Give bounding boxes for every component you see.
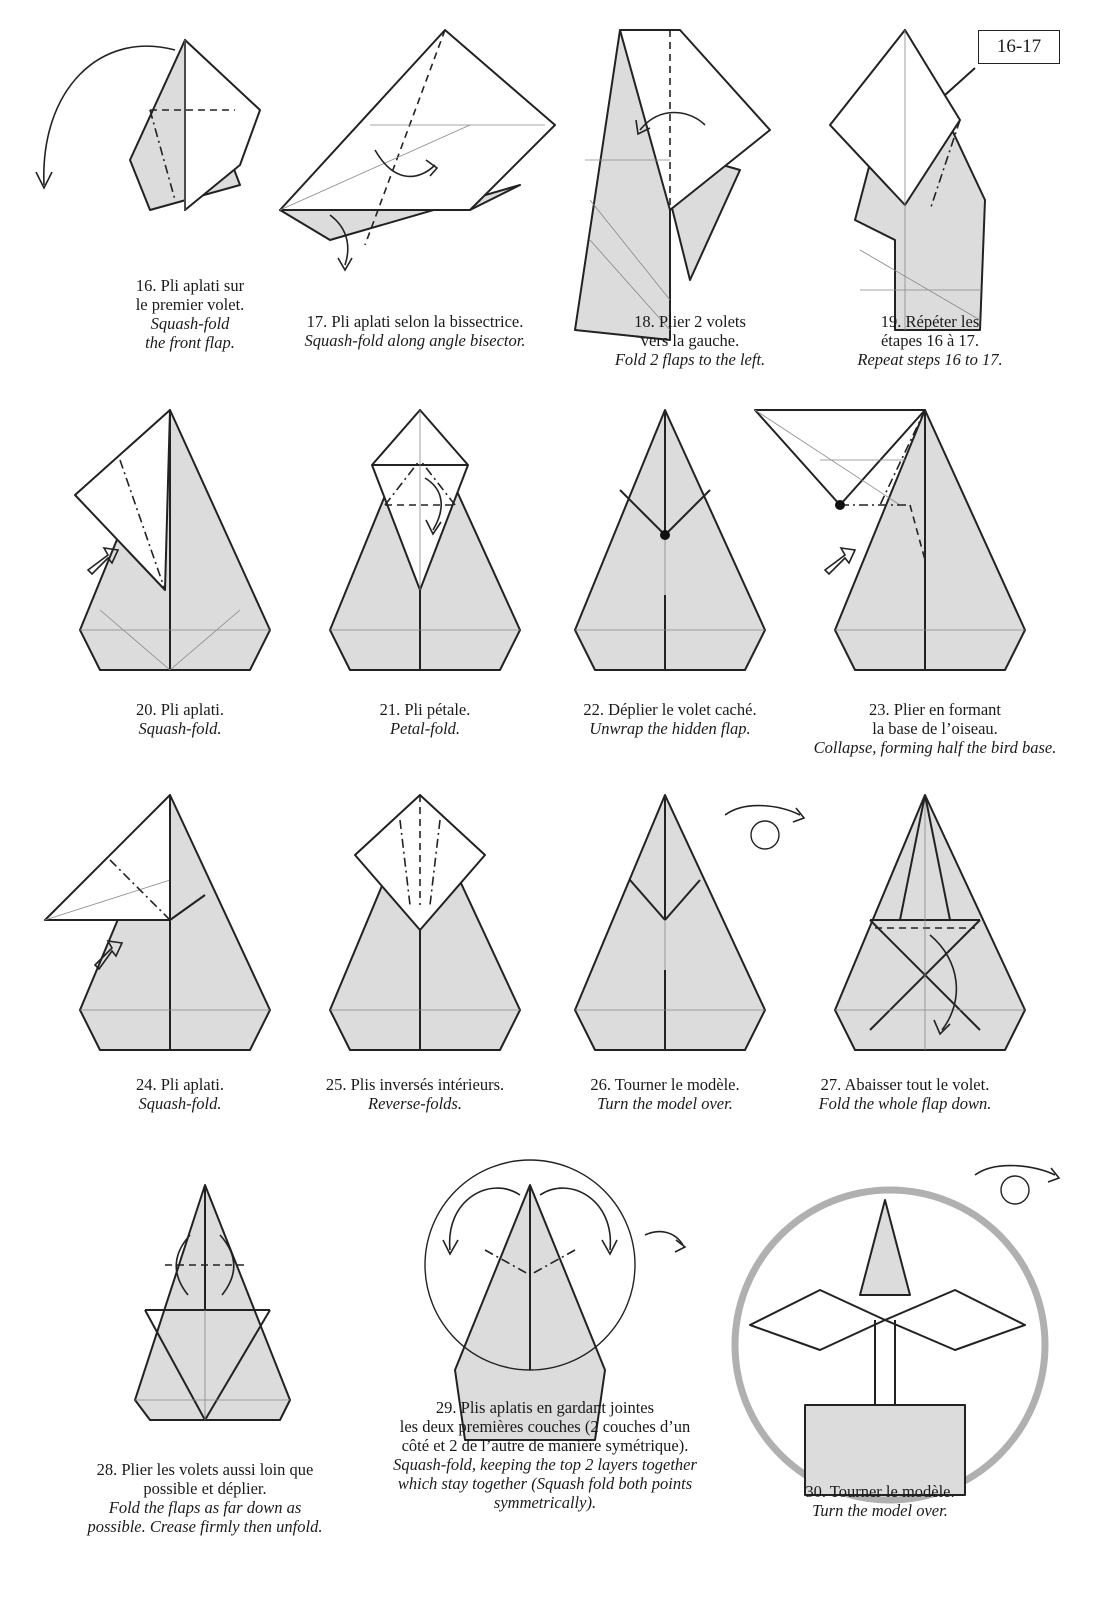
step-25-caption: 25. Plis inversés intérieurs. Reverse-folds. xyxy=(325,1075,505,1113)
step-30-caption: 30. Tourner le modèle. Turn the model over. xyxy=(805,1482,955,1520)
step-24-diagram xyxy=(45,795,270,1050)
step-17-caption: 17. Pli aplati selon la bissectrice. Squash-fold along angle bisector. xyxy=(304,312,526,350)
step-21-diagram xyxy=(330,410,520,670)
step-22-diagram xyxy=(575,410,765,670)
step-25-diagram xyxy=(330,795,520,1050)
step-22-caption: 22. Déplier le volet caché. Unwrap the hidden flap. xyxy=(583,700,757,738)
step-29-caption: 29. Plis aplatis en gardant jointes les deux premières couches (2 couches d’un côté et 2 de l’autre de manière symétrique). Squash-fold, keeping the top 2 layers together which stay together (Squash fold both points symmetrically). xyxy=(393,1398,697,1512)
step-20-caption: 20. Pli aplati. Squash-fold. xyxy=(136,700,224,738)
step-28-caption: 28. Plier les volets aussi loin que possible et déplier. Fold the flaps as far down as possible. Crease firmly then unfold. xyxy=(87,1460,323,1536)
step-26-caption: 26. Tourner le modèle. Turn the model over. xyxy=(590,1075,740,1113)
step-19-caption: 19. Répéter les étapes 16 à 17. Repeat steps 16 to 17. xyxy=(857,312,1003,369)
step-23-caption: 23. Plier en formant la base de l’oiseau. Collapse, forming half the bird base. xyxy=(813,700,1057,757)
page-badge: 16-17 xyxy=(978,30,1060,64)
step-19-diagram xyxy=(830,30,985,330)
step-17-diagram xyxy=(280,30,555,270)
step-27-caption: 27. Abaisser tout le volet. Fold the whole flap down. xyxy=(818,1075,992,1113)
step-16-caption: 16. Pli aplati sur le premier volet. Squash-fold the front flap. xyxy=(135,276,245,352)
step-16-diagram xyxy=(36,40,260,210)
step-21-caption: 21. Pli pétale. Petal-fold. xyxy=(379,700,471,738)
step-30-diagram xyxy=(735,1166,1059,1500)
step-28-diagram xyxy=(135,1185,290,1420)
step-26-diagram xyxy=(575,795,804,1050)
step-20-diagram xyxy=(75,410,270,670)
step-24-caption: 24. Pli aplati. Squash-fold. xyxy=(136,1075,224,1113)
step-18-diagram xyxy=(575,30,770,340)
step-18-caption: 18. Plier 2 volets vers la gauche. Fold 2 flaps to the left. xyxy=(614,312,766,369)
step-23-diagram xyxy=(755,410,1025,670)
step-27-diagram xyxy=(835,795,1025,1050)
